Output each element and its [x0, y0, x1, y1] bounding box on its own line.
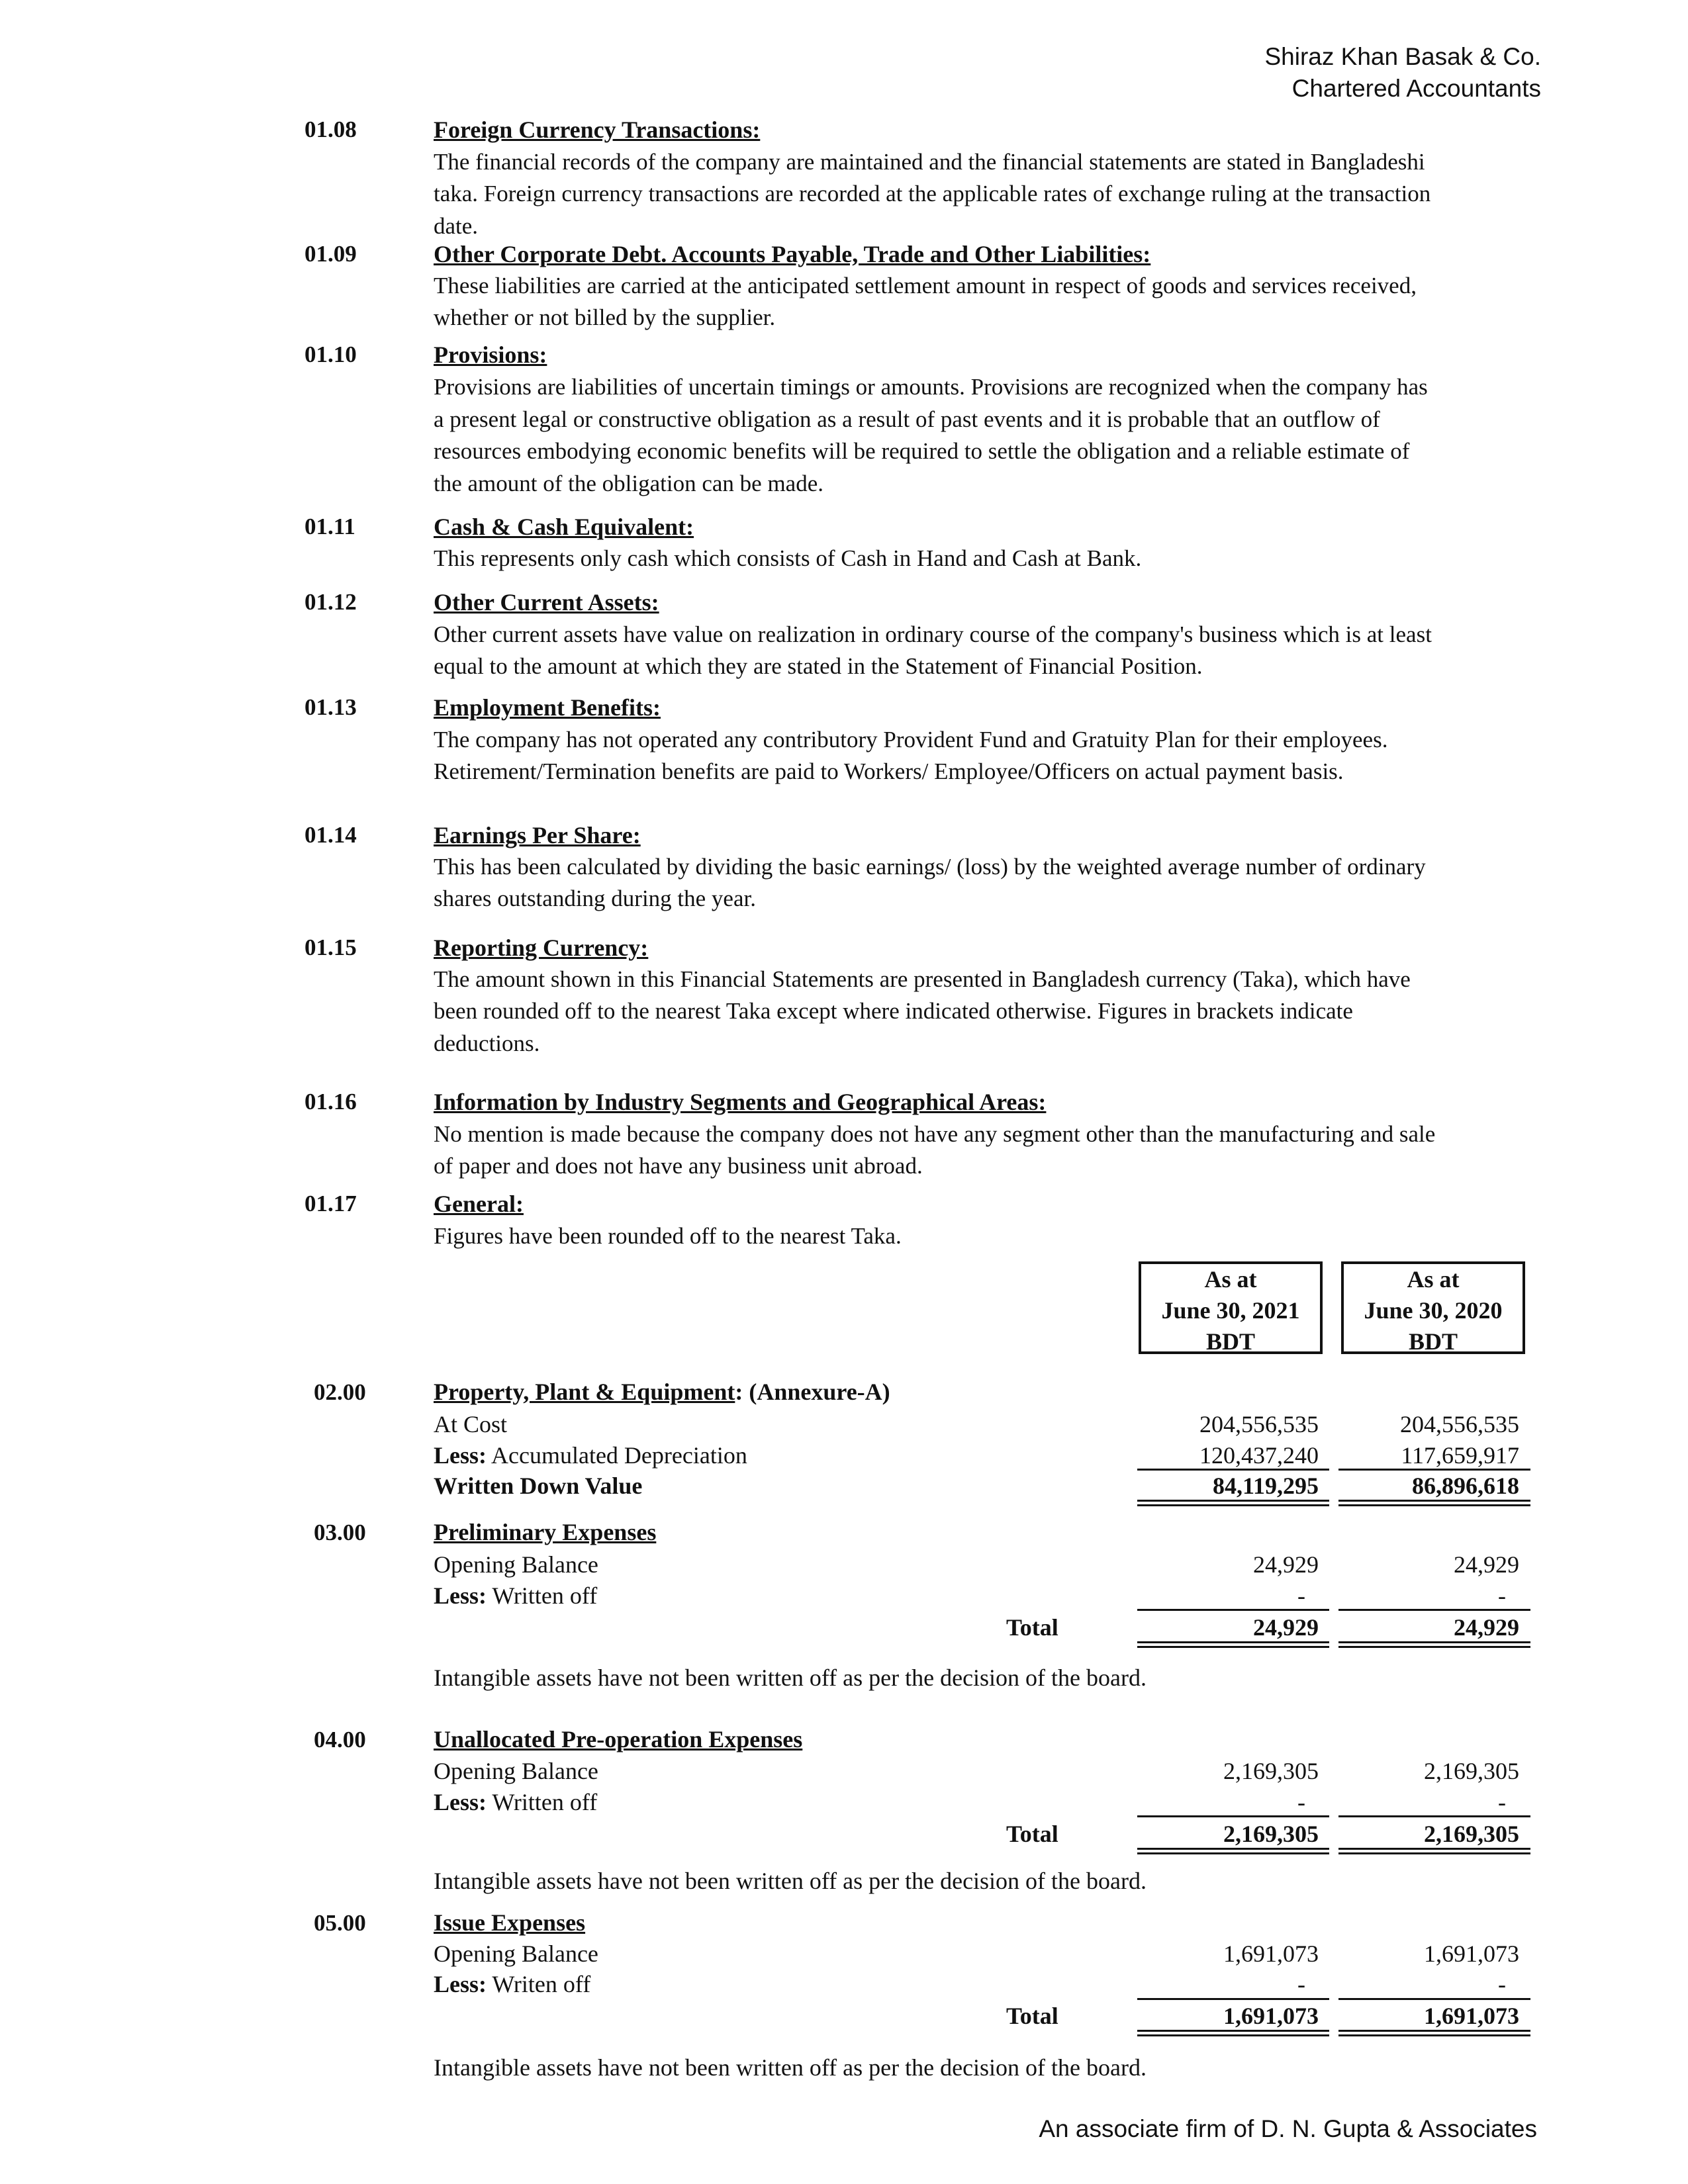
section-heading: Other Corporate Debt. Accounts Payable, Trade and Other Liabilities:	[434, 241, 1151, 267]
section-number: 01.17	[305, 1191, 357, 1216]
value-cell: 2,169,305	[1424, 1821, 1519, 1847]
section-number: 01.12	[305, 589, 357, 615]
value-cell: 24,929	[1454, 1551, 1519, 1578]
value-cell: 86,896,618	[1412, 1473, 1519, 1499]
value-cell: 2,169,305	[1223, 1821, 1319, 1847]
subtotal-rule	[1338, 1815, 1530, 1817]
section-number: 01.16	[305, 1089, 357, 1115]
row-label-written-off	[434, 1580, 597, 1611]
section-heading: Other Current Assets:	[434, 589, 659, 615]
note-number: 05.00	[314, 1910, 366, 1936]
section-heading: General:	[434, 1191, 524, 1217]
section-number: 01.08	[305, 116, 357, 142]
paragraph-line: equal to the amount at which they are stated in the Statement of Financial Position.	[434, 653, 1203, 679]
paragraph-line: The financial records of the company are maintained and the financial statements are stated in Bangladeshi	[434, 149, 1425, 175]
note-number: 03.00	[314, 1520, 366, 1545]
section-number: 01.10	[305, 341, 357, 367]
value-cell: 2,169,305	[1223, 1758, 1319, 1784]
value-cell: 117,659,917	[1401, 1442, 1519, 1469]
less-label: Less:	[434, 1582, 487, 1609]
section-number: 01.15	[305, 934, 357, 960]
total-double-rule	[1338, 2030, 1530, 2036]
column-header-line: June 30, 2020	[1364, 1297, 1503, 1324]
total-double-rule	[1137, 2030, 1329, 2036]
column-header-2021	[1139, 1261, 1323, 1354]
note-title: Unallocated Pre-operation Expenses	[434, 1726, 803, 1752]
paragraph-line: Retirement/Termination benefits are paid to Workers/ Employee/Officers on actual payment basis.	[434, 758, 1344, 784]
row-label-wdv: Written Down Value	[434, 1473, 643, 1499]
total-double-rule	[1338, 1848, 1530, 1854]
section-heading: Information by Industry Segments and Geographical Areas:	[434, 1089, 1047, 1115]
column-header-line: BDT	[1408, 1328, 1458, 1355]
total-double-rule	[1137, 1500, 1329, 1506]
row-label-opening: Opening Balance	[434, 1758, 598, 1784]
total-double-rule	[1137, 1641, 1329, 1648]
paragraph-line: taka. Foreign currency transactions are recorded at the applicable rates of exchange ruling at the transaction	[434, 181, 1431, 206]
firm-designation: Chartered Accountants	[1291, 75, 1541, 102]
note-title: Issue Expenses	[434, 1909, 586, 1936]
paragraph-line: Figures have been rounded off to the nearest Taka.	[434, 1223, 902, 1249]
column-header-line: As at	[1204, 1266, 1257, 1293]
column-header-line: As at	[1407, 1266, 1460, 1293]
value-cell: -	[1297, 1971, 1305, 1997]
section-number: 01.09	[305, 241, 357, 267]
section-heading: Cash & Cash Equivalent:	[434, 514, 694, 540]
subtotal-rule	[1137, 1998, 1329, 2000]
section-number: 01.11	[305, 514, 355, 539]
total-label: Total	[1006, 2003, 1058, 2029]
total-double-rule	[1338, 1641, 1530, 1648]
paragraph-line: Other current assets have value on realization in ordinary course of the company's business which is at least	[434, 621, 1432, 647]
paragraph-line: No mention is made because the company does not have any segment other than the manufacturing and sale	[434, 1121, 1436, 1147]
row-label-opening: Opening Balance	[434, 1940, 598, 1967]
note-title: Preliminary Expenses	[434, 1519, 657, 1545]
paragraph-line: the amount of the obligation can be made.	[434, 471, 823, 496]
note-number: 02.00	[314, 1379, 366, 1405]
row-label-opening: Opening Balance	[434, 1551, 598, 1578]
less-text: Written off	[487, 1789, 598, 1815]
less-text: Accumulated Depreciation	[487, 1442, 747, 1469]
paragraph-line: shares outstanding during the year.	[434, 886, 756, 911]
subtotal-rule	[1137, 1815, 1329, 1817]
note-remark: Intangible assets have not been written off as per the decision of the board.	[434, 1664, 1147, 1691]
value-cell: 1,691,073	[1223, 2003, 1319, 2029]
column-header-2020	[1341, 1261, 1525, 1354]
row-label-written-off	[434, 1969, 590, 1999]
note-heading	[434, 1377, 890, 1407]
value-cell: 204,556,535	[1400, 1411, 1519, 1437]
subtotal-rule	[1338, 1998, 1530, 2000]
value-cell: -	[1498, 1971, 1506, 1997]
paragraph-line: This has been calculated by dividing the basic earnings/ (loss) by the weighted average number of ordinary	[434, 854, 1426, 880]
less-text: Writen off	[487, 1971, 591, 1997]
section-heading: Provisions:	[434, 341, 547, 368]
value-cell: -	[1498, 1789, 1506, 1815]
footer-associate: An associate firm of D. N. Gupta & Associates	[1039, 2115, 1537, 2142]
paragraph-line: been rounded off to the nearest Taka except where indicated otherwise. Figures in brackets indicate	[434, 998, 1353, 1024]
total-label: Total	[1006, 1821, 1058, 1847]
row-label-written-off	[434, 1787, 597, 1817]
paragraph-line: Provisions are liabilities of uncertain timings or amounts. Provisions are recognized when the company has	[434, 374, 1428, 400]
subtotal-rule	[1137, 1609, 1329, 1611]
section-heading: Foreign Currency Transactions:	[434, 116, 761, 143]
paragraph-line: This represents only cash which consists of Cash in Hand and Cash at Bank.	[434, 545, 1142, 571]
less-text: Written off	[487, 1582, 598, 1609]
row-label-less-depreciation	[434, 1440, 747, 1471]
section-heading: Reporting Currency:	[434, 934, 649, 961]
value-cell: -	[1297, 1789, 1305, 1815]
firm-name: Shiraz Khan Basak & Co.	[1264, 43, 1541, 70]
section-number: 01.14	[305, 822, 357, 848]
note-title-suffix: : (Annexure-A)	[735, 1379, 890, 1405]
subtotal-rule	[1338, 1609, 1530, 1611]
value-cell: 84,119,295	[1212, 1473, 1319, 1499]
value-cell: -	[1498, 1582, 1506, 1609]
paragraph-line: The company has not operated any contributory Provident Fund and Gratuity Plan for their employees.	[434, 727, 1388, 752]
note-title: Property, Plant & Equipment	[434, 1379, 735, 1405]
value-cell: 120,437,240	[1199, 1442, 1319, 1469]
less-label: Less:	[434, 1442, 487, 1469]
less-label: Less:	[434, 1789, 487, 1815]
note-remark: Intangible assets have not been written off as per the decision of the board.	[434, 1868, 1147, 1894]
value-cell: 1,691,073	[1223, 1940, 1319, 1967]
paragraph-line: The amount shown in this Financial Statements are presented in Bangladesh currency (Taka), which have	[434, 966, 1411, 992]
paragraph-line: a present legal or constructive obligation as a result of past events and it is probable that an outflow of	[434, 406, 1380, 432]
less-label: Less:	[434, 1971, 487, 1997]
value-cell: -	[1297, 1582, 1305, 1609]
value-cell: 1,691,073	[1424, 1940, 1519, 1967]
section-heading: Employment Benefits:	[434, 694, 661, 721]
value-cell: 2,169,305	[1424, 1758, 1519, 1784]
value-cell: 204,556,535	[1199, 1411, 1319, 1437]
column-header-line: BDT	[1205, 1328, 1256, 1355]
paragraph-line: date.	[434, 213, 479, 239]
total-label: Total	[1006, 1614, 1058, 1641]
value-cell: 1,691,073	[1424, 2003, 1519, 2029]
section-heading: Earnings Per Share:	[434, 822, 641, 848]
paragraph-line: whether or not billed by the supplier.	[434, 304, 776, 330]
total-double-rule	[1137, 1848, 1329, 1854]
paragraph-line: These liabilities are carried at the anticipated settlement amount in respect of goods and services received,	[434, 273, 1417, 298]
note-number: 04.00	[314, 1727, 366, 1752]
value-cell: 24,929	[1253, 1614, 1319, 1641]
note-remark: Intangible assets have not been written off as per the decision of the board.	[434, 2054, 1147, 2081]
paragraph-line: resources embodying economic benefits will be required to settle the obligation and a reliable estimate of	[434, 438, 1410, 464]
section-number: 01.13	[305, 694, 357, 720]
row-label-at-cost: At Cost	[434, 1411, 508, 1437]
paragraph-line: of paper and does not have any business unit abroad.	[434, 1153, 923, 1179]
total-double-rule	[1338, 1500, 1530, 1506]
paragraph-line: deductions.	[434, 1030, 540, 1056]
column-header-line: June 30, 2021	[1161, 1297, 1300, 1324]
value-cell: 24,929	[1454, 1614, 1519, 1641]
value-cell: 24,929	[1253, 1551, 1319, 1578]
